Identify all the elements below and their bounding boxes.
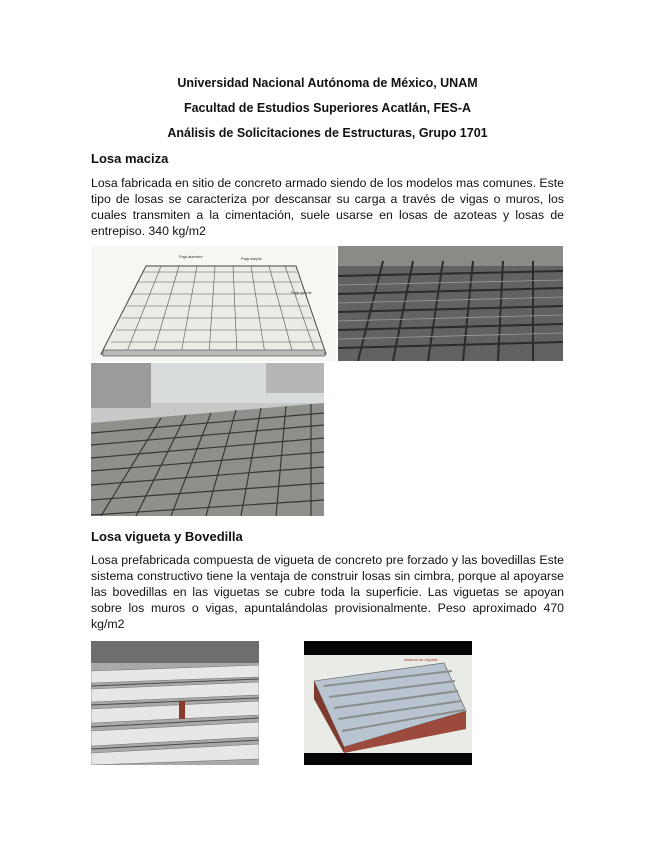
section-body-losa-maciza: Losa fabricada en sitio de concreto armado siendo de los modelos mas comunes. Este tipo de losas se caracteriza por descansar su carga a través de vigas o muros, los cuales transmiten a la cimentación, suele usarse en losas de azoteas y losas de entrepiso. 340 kg/m2 bbox=[91, 176, 565, 238]
university-title: Universidad Nacional Autónoma de México, UNAM bbox=[177, 76, 478, 90]
section-body-vigueta-bovedilla: Losa prefabricada compuesta de vigueta de concreto pre forzado y las bovedillas Este sistema constructivo tiene la ventaja de construir losas sin cimbra, porque al apoyarse las bovedillas en las viguetas se cubre toda la superficie. Las viguetas se apoyan sobre los muros o vigas, apuntalándolas provisionalmente. Peso aproximado 470 kg/m2 bbox=[91, 553, 564, 631]
svg-text:Paja simple: Paja simple bbox=[241, 256, 262, 261]
svg-text:sistema de vigueta: sistema de vigueta bbox=[404, 657, 438, 662]
section-title-losa-maciza: Losa maciza bbox=[91, 151, 169, 166]
slab-rebar-drawing-image bbox=[91, 246, 336, 361]
course-title: Análisis de Solicitaciones de Estructuras, Grupo 1701 bbox=[167, 126, 488, 140]
svg-text:Paja simple: Paja simple bbox=[291, 290, 312, 295]
faculty-title: Facultad de Estudios Superiores Acatlán, FES-A bbox=[183, 101, 472, 115]
joist-block-photo-image bbox=[91, 641, 259, 765]
section-title-vigueta-bovedilla: Losa vigueta y Bovedilla bbox=[91, 529, 243, 544]
svg-text:Paja alambre: Paja alambre bbox=[179, 254, 203, 259]
rebar-mesh-photo-image bbox=[91, 363, 324, 516]
joist-block-3d-model-image bbox=[304, 641, 472, 765]
rebar-grid-photo-image bbox=[338, 246, 563, 361]
